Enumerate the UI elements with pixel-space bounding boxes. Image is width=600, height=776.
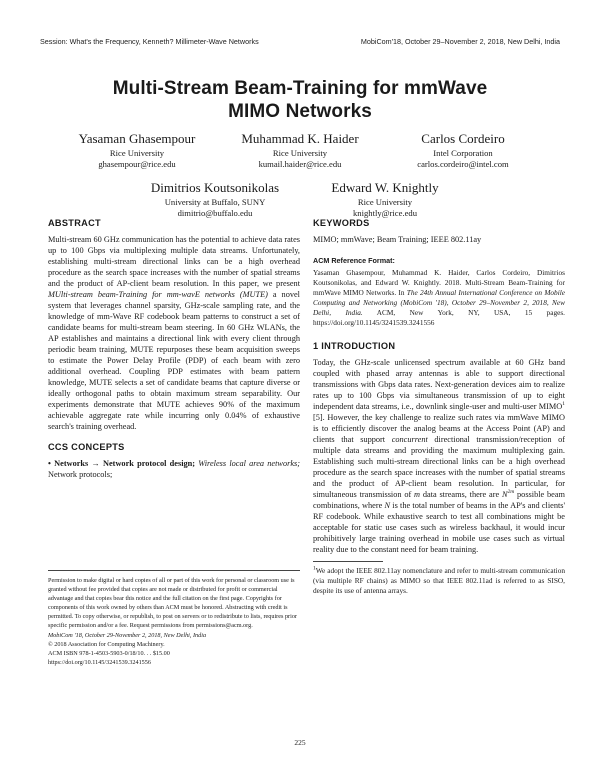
keywords-text: MIMO; mmWave; Beam Training; IEEE 802.11ay (313, 235, 482, 244)
intro-italic-concurrent: concurrent (391, 435, 428, 444)
footnote-marker: 1 (562, 401, 565, 408)
right-column (313, 218, 565, 596)
ccs-primary-concept: Networks → Network protocol design; (54, 459, 196, 468)
author-name: Edward W. Knightly (331, 180, 439, 195)
ccs-tertiary-concept: Network protocols; (48, 470, 113, 479)
ccs-bullet: • (48, 459, 51, 468)
author-block-2 (225, 131, 375, 170)
abstract-text-part-1: Multi-stream 60 GHz communication has the potential to achieve data rates up to 100 Gbps via multiplexing multiple data streams. Unfortunately, establishing multi-stream directional links can be a high overhead procedure as the search space increases with the number of spatial streams and the product of AP-client beam resolution. In this paper, we present (48, 235, 300, 288)
author-email: ghasempour@rice.edu (98, 159, 176, 169)
intro-text-f: is the total number of beams in the AP's and clients' RF codebook. While exhaustive search to test all combinations might be acceptable for static use cases such as wireless backhaul, it would incur prohibitively large training overhead in mobile use cases such as virtual reality due to the constant need for beam training. (313, 501, 566, 554)
footnote-divider (313, 561, 383, 562)
ccs-concepts (48, 458, 300, 480)
author-name: Carlos Cordeiro (421, 131, 505, 146)
intro-text-d: data streams, there are (422, 490, 500, 499)
reference-format-plain: Yasaman Ghasempour, Muhammad K. Haider, Carlos Cordeiro, Dimitrios Koutsonikolas, and Edward W. Knightly. 2018. Multi-Stream Beam-Training for mmWave MIMO Networks. In (313, 268, 565, 297)
author-affiliation: University at Buffalo, SUNY (164, 197, 266, 207)
paper-title-line-1: Multi-Stream Beam-Training for mmWave (112, 78, 488, 99)
intro-var-m: m (414, 490, 421, 499)
author-block-4 (140, 180, 290, 219)
author-email: dimitrio@buffalo.edu (177, 208, 253, 218)
footnote-text: We adopt the IEEE 802.11ay nomenclature and refer to multi-stream communication (via multiple RF chains) as MIMO so that IEEE 802.11ad is referred to as SISO, despite its use of antenna arrays. (313, 566, 565, 595)
author-block-3 (388, 131, 538, 170)
author-affiliation: Rice University (357, 197, 413, 207)
running-header-right: MobiCom'18, October 29–November 2, 2018, New Delhi, India (360, 37, 560, 46)
reference-format-doi: ACM, New York, NY, USA, 15 pages. https://doi.org/10.1145/3241539.3241556 (313, 308, 565, 327)
permission-copyright: © 2018 Association for Computing Machinery. (48, 640, 165, 648)
paper-title (40, 77, 560, 123)
permission-divider (48, 570, 300, 571)
left-column (48, 218, 300, 480)
intro-exponent: 2m (507, 489, 515, 496)
introduction-text (313, 357, 565, 555)
author-affiliation: Rice University (272, 148, 328, 158)
intro-text-c: directional transmission/reception of multiple data streams and providing the maximum multiplexing gain. Establishing such multi-stream directional links can be a high overhead procedure as the search space increases with the number of spatial streams and the product of AP-client beam resolution. In particular, for simultaneous transmission of (313, 435, 566, 499)
author-affiliation: Intel Corporation (433, 148, 493, 158)
reference-format-heading: ACM Reference Format: (313, 256, 395, 265)
running-header-left: Session: What's the Frequency, Kenneth? Millimeter-Wave Networks (40, 37, 259, 46)
permission-doi-link[interactable]: https://doi.org/10.1145/3241539.3241556 (48, 658, 151, 666)
ccs-secondary-concept: Wireless local area networks; (198, 459, 300, 468)
intro-text-b: [5]. However, the key challenge to realize such rates via mmWave MIMO is to efficiently discover the analog beams at the Access Point (AP) and clients that support (313, 413, 565, 444)
permission-text: Permission to make digital or hard copies of all or part of this work for personal or classroom use is granted without fee provided that copies are not made or distributed for profit or commercial advantage and that copies bear this notice and the full citation on the first page. Copyrights for components of this work owned by others than ACM must be honored. Abstracting with credit is permitted. To copy otherwise, or republish, to post on servers or to redistribute to lists, requires prior specific permission and/or a fee. Request permissions from permissions@acm.org. (48, 577, 297, 630)
keywords-heading: KEYWORDS (313, 218, 370, 228)
ccs-heading: CCS CONCEPTS (48, 442, 125, 452)
author-name: Muhammad K. Haider (241, 131, 359, 146)
reference-format-venue: The 24th Annual International Conference on Mobile Computing and Networking (MobiCom '18), October 29–November 2, 2018, New Delhi, India. (313, 288, 565, 317)
author-block-1 (62, 131, 212, 170)
intro-text-e: possible beam combinations, where (313, 490, 565, 510)
author-affiliation: Rice University (109, 148, 165, 158)
intro-var-n: N (384, 501, 391, 510)
permission-isbn: ACM ISBN 978-1-4503-5903-0/18/10. . . $15.00 (48, 649, 170, 657)
abstract-text (48, 234, 300, 432)
author-name: Dimitrios Koutsonikolas (150, 180, 280, 195)
author-email: knightly@rice.edu (353, 208, 417, 218)
abstract-system-name: MUlti-stream beam-Training for mm-wavE networks (MUTE) (48, 290, 268, 299)
permission-venue: MobiCom '18, October 29-November 2, 2018, New Delhi, India (48, 631, 207, 639)
author-email: kumail.haider@rice.edu (258, 159, 342, 169)
footnote (313, 566, 565, 596)
page-number: 225 (294, 738, 306, 747)
reference-format-text (313, 268, 565, 328)
author-email: carlos.cordeiro@intel.com (417, 159, 509, 169)
intro-var-n-power: N (501, 490, 508, 499)
intro-text-a: Today, the GHz-scale unlicensed spectrum available at 60 GHz band coupled with phased array antennas is able to support directional transmissions with Gbps data rates. Next-generation devices aim to realize rates up to 100 Gbps via simultaneous transmission of up to eight independent data streams, i.e., downlink single-user and multi-user MIMO (313, 358, 565, 411)
introduction-heading: 1 INTRODUCTION (313, 341, 396, 351)
permission-block (48, 576, 300, 667)
author-block-5 (310, 180, 460, 219)
paper-title-line-2: MIMO Networks (228, 101, 372, 122)
abstract-heading: ABSTRACT (48, 218, 101, 228)
abstract-text-part-2: a novel system that leverages channel sparsity, GHz-scale sampling rate, and the knowledge of mm-Wave RF codebook beam patterns to construct a set of candidate beams for multi-stream beam steering. In 60 GHz WLANs, the AP establishes and maintains a directional link with every client through periodic beam training, MUTE repurposes these beam acquisition sweeps to estimate the Power Delay Profile (PDP) of each beam with zero additional overhead. Coupling PDP estimates with beam pattern knowledge, MUTE selects a set of candidate beams that capture diverse or ideally orthogonal paths to obtain maximum stream separability. Our experiments demonstrate that MUTE achieves 90% of the maximum achievable aggregate rate while incurring only 0.04% of exhaustive search's training overhead. (48, 290, 300, 431)
footnote-number: 1 (313, 565, 316, 572)
author-name: Yasaman Ghasempour (78, 131, 196, 146)
